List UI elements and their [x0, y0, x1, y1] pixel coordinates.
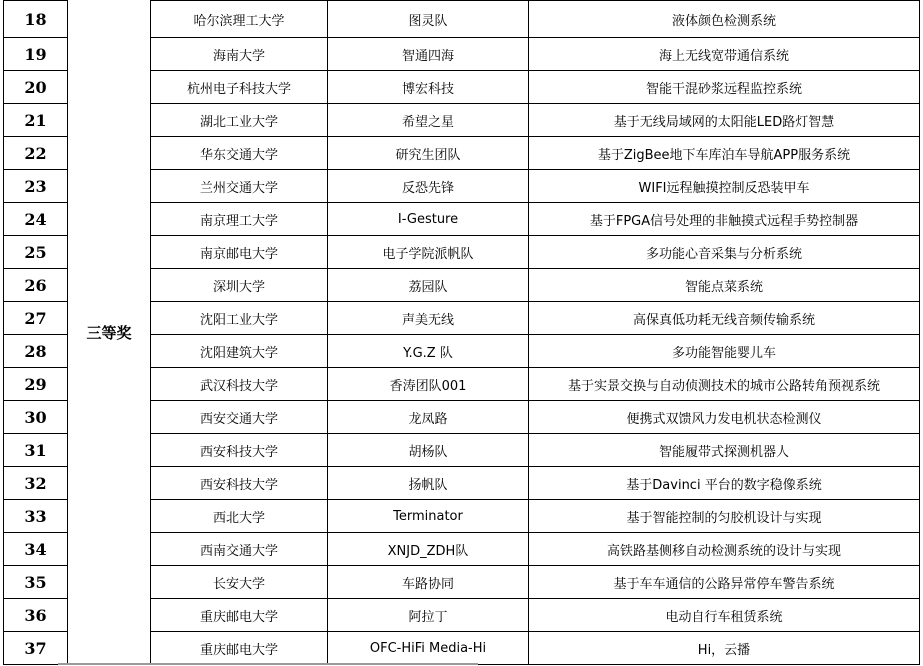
- school-cell: 武汉科技大学: [151, 368, 328, 401]
- project-cell: 基于Davinci 平台的数字稳像系统: [529, 467, 920, 500]
- award-table: [3, 0, 920, 665]
- school-cell: 重庆邮电大学: [151, 599, 328, 632]
- school-cell: 沈阳工业大学: [151, 302, 328, 335]
- school-cell: 西北大学: [151, 500, 328, 533]
- project-cell: 智能干混砂浆远程监控系统: [529, 71, 920, 104]
- project-cell: 多功能智能婴儿车: [529, 335, 920, 368]
- project-cell: 基于车车通信的公路异常停车警告系统: [529, 566, 920, 599]
- team-cell: 龙凤路: [328, 401, 529, 434]
- row-number: 19: [4, 38, 68, 71]
- project-cell: 基于ZigBee地下车库泊车导航APP服务系统: [529, 137, 920, 170]
- school-cell: 华东交通大学: [151, 137, 328, 170]
- row-number: 33: [4, 500, 68, 533]
- school-cell: 哈尔滨理工大学: [151, 1, 328, 38]
- row-number: 35: [4, 566, 68, 599]
- award-table-container: [3, 0, 919, 665]
- school-cell: 沈阳建筑大学: [151, 335, 328, 368]
- team-cell: 车路协同: [328, 566, 529, 599]
- row-number: 29: [4, 368, 68, 401]
- school-cell: 长安大学: [151, 566, 328, 599]
- row-number: 22: [4, 137, 68, 170]
- team-cell: 阿拉丁: [328, 599, 529, 632]
- school-cell: 杭州电子科技大学: [151, 71, 328, 104]
- project-cell: 高保真低功耗无线音频传输系统: [529, 302, 920, 335]
- row-number: 26: [4, 269, 68, 302]
- row-number: 27: [4, 302, 68, 335]
- team-cell: 反恐先锋: [328, 170, 529, 203]
- project-cell: 海上无线宽带通信系统: [529, 38, 920, 71]
- team-cell: 香涛团队001: [328, 368, 529, 401]
- row-number: 25: [4, 236, 68, 269]
- row-number: 20: [4, 71, 68, 104]
- team-cell: 研究生团队: [328, 137, 529, 170]
- project-cell: 电动自行车租赁系统: [529, 599, 920, 632]
- row-number: 37: [4, 632, 68, 665]
- project-cell: WIFI远程触摸控制反恐装甲车: [529, 170, 920, 203]
- team-cell: Y.G.Z 队: [328, 335, 529, 368]
- row-number: 23: [4, 170, 68, 203]
- award-level-cell: 三等奖: [68, 1, 151, 665]
- bottom-rule: [58, 663, 478, 665]
- project-cell: 多功能心音采集与分析系统: [529, 236, 920, 269]
- team-cell: Terminator: [328, 500, 529, 533]
- row-number: 28: [4, 335, 68, 368]
- team-cell: 博宏科技: [328, 71, 529, 104]
- project-cell: 便携式双馈风力发电机状态检测仪: [529, 401, 920, 434]
- team-cell: 声美无线: [328, 302, 529, 335]
- project-cell: 高铁路基侧移自动检测系统的设计与实现: [529, 533, 920, 566]
- school-cell: 西安科技大学: [151, 467, 328, 500]
- table-row: [4, 1, 920, 38]
- row-number: 30: [4, 401, 68, 434]
- school-cell: 南京理工大学: [151, 203, 328, 236]
- school-cell: 深圳大学: [151, 269, 328, 302]
- school-cell: 重庆邮电大学: [151, 632, 328, 665]
- team-cell: XNJD_ZDH队: [328, 533, 529, 566]
- team-cell: 荔园队: [328, 269, 529, 302]
- team-cell: I-Gesture: [328, 203, 529, 236]
- school-cell: 海南大学: [151, 38, 328, 71]
- project-cell: Hi，云播: [529, 632, 920, 665]
- project-cell: 液体颜色检测系统: [529, 1, 920, 38]
- project-cell: 基于FPGA信号处理的非触摸式远程手势控制器: [529, 203, 920, 236]
- team-cell: 扬帆队: [328, 467, 529, 500]
- school-cell: 西安科技大学: [151, 434, 328, 467]
- team-cell: 希望之星: [328, 104, 529, 137]
- row-number: 34: [4, 533, 68, 566]
- school-cell: 湖北工业大学: [151, 104, 328, 137]
- team-cell: OFC-HiFi Media-Hi: [328, 632, 529, 665]
- project-cell: 基于智能控制的匀胶机设计与实现: [529, 500, 920, 533]
- project-cell: 基于实景交换与自动侦测技术的城市公路转角预视系统: [529, 368, 920, 401]
- school-cell: 西安交通大学: [151, 401, 328, 434]
- team-cell: 胡杨队: [328, 434, 529, 467]
- row-number: 24: [4, 203, 68, 236]
- row-number: 21: [4, 104, 68, 137]
- row-number: 18: [4, 1, 68, 38]
- team-cell: 电子学院派帆队: [328, 236, 529, 269]
- team-cell: 智通四海: [328, 38, 529, 71]
- row-number: 32: [4, 467, 68, 500]
- row-number: 36: [4, 599, 68, 632]
- row-number: 31: [4, 434, 68, 467]
- school-cell: 南京邮电大学: [151, 236, 328, 269]
- project-cell: 智能履带式探测机器人: [529, 434, 920, 467]
- team-cell: 图灵队: [328, 1, 529, 38]
- project-cell: 智能点菜系统: [529, 269, 920, 302]
- table-body: [4, 1, 920, 665]
- school-cell: 兰州交通大学: [151, 170, 328, 203]
- school-cell: 西南交通大学: [151, 533, 328, 566]
- project-cell: 基于无线局域网的太阳能LED路灯智慧: [529, 104, 920, 137]
